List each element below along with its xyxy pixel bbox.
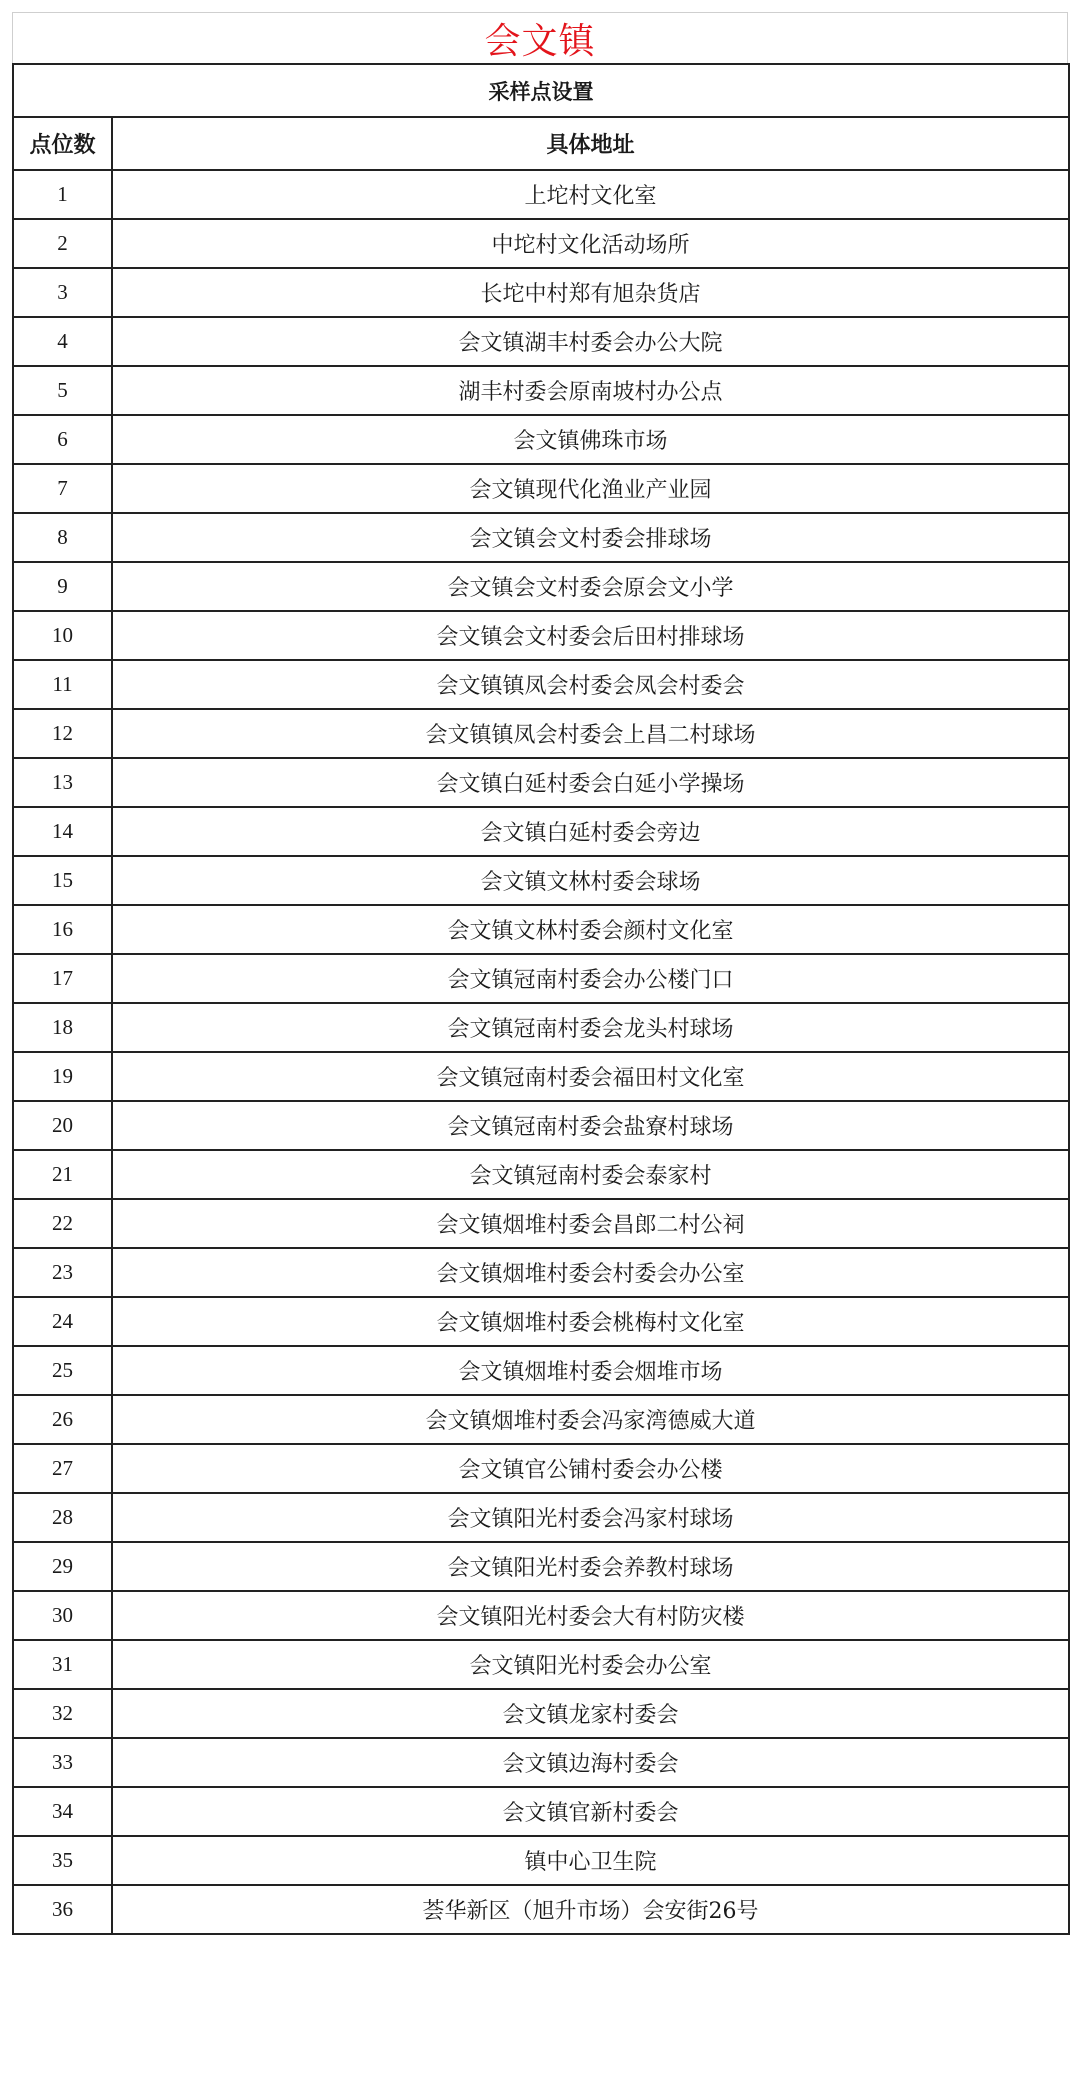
point-number: 9 bbox=[13, 562, 112, 611]
table-row bbox=[13, 170, 1069, 219]
point-address: 会文镇冠南村委会盐寮村球场 bbox=[112, 1101, 1069, 1150]
section-title: 采样点设置 bbox=[13, 64, 1069, 117]
sampling-sheet bbox=[12, 12, 1068, 1935]
point-number: 13 bbox=[13, 758, 112, 807]
point-number: 7 bbox=[13, 464, 112, 513]
table-row bbox=[13, 464, 1069, 513]
point-number: 3 bbox=[13, 268, 112, 317]
point-address: 会文镇烟堆村委会烟堆市场 bbox=[112, 1346, 1069, 1395]
point-number: 2 bbox=[13, 219, 112, 268]
point-number: 18 bbox=[13, 1003, 112, 1052]
sampling-points-table bbox=[12, 63, 1070, 1935]
table-row bbox=[13, 1199, 1069, 1248]
table-row bbox=[13, 1591, 1069, 1640]
point-address: 镇中心卫生院 bbox=[112, 1836, 1069, 1885]
point-number: 16 bbox=[13, 905, 112, 954]
point-address: 会文镇烟堆村委会昌郎二村公祠 bbox=[112, 1199, 1069, 1248]
point-address: 会文镇镇凤会村委会上昌二村球场 bbox=[112, 709, 1069, 758]
point-address: 会文镇冠南村委会泰家村 bbox=[112, 1150, 1069, 1199]
point-address: 会文镇阳光村委会养教村球场 bbox=[112, 1542, 1069, 1591]
table-row bbox=[13, 1346, 1069, 1395]
point-number: 24 bbox=[13, 1297, 112, 1346]
table-row bbox=[13, 1003, 1069, 1052]
point-address: 会文镇阳光村委会冯家村球场 bbox=[112, 1493, 1069, 1542]
point-address: 会文镇会文村委会原会文小学 bbox=[112, 562, 1069, 611]
point-number: 21 bbox=[13, 1150, 112, 1199]
point-address: 会文镇官公铺村委会办公楼 bbox=[112, 1444, 1069, 1493]
point-address: 会文镇会文村委会排球场 bbox=[112, 513, 1069, 562]
table-row bbox=[13, 317, 1069, 366]
point-address: 长坨中村郑有旭杂货店 bbox=[112, 268, 1069, 317]
point-number: 5 bbox=[13, 366, 112, 415]
table-row bbox=[13, 709, 1069, 758]
point-address: 会文镇冠南村委会福田村文化室 bbox=[112, 1052, 1069, 1101]
point-number: 33 bbox=[13, 1738, 112, 1787]
table-row bbox=[13, 1493, 1069, 1542]
point-number: 26 bbox=[13, 1395, 112, 1444]
point-address: 会文镇官新村委会 bbox=[112, 1787, 1069, 1836]
table-row bbox=[13, 1395, 1069, 1444]
point-number: 29 bbox=[13, 1542, 112, 1591]
table-row bbox=[13, 1101, 1069, 1150]
table-row bbox=[13, 1787, 1069, 1836]
point-number: 17 bbox=[13, 954, 112, 1003]
point-address: 会文镇镇凤会村委会凤会村委会 bbox=[112, 660, 1069, 709]
point-address: 会文镇白延村委会旁边 bbox=[112, 807, 1069, 856]
point-address: 会文镇会文村委会后田村排球场 bbox=[112, 611, 1069, 660]
point-address: 会文镇烟堆村委会冯家湾德威大道 bbox=[112, 1395, 1069, 1444]
table-row bbox=[13, 660, 1069, 709]
table-row bbox=[13, 562, 1069, 611]
table-row bbox=[13, 611, 1069, 660]
table-row bbox=[13, 905, 1069, 954]
point-address: 湖丰村委会原南坡村办公点 bbox=[112, 366, 1069, 415]
point-number: 11 bbox=[13, 660, 112, 709]
point-address: 会文镇边海村委会 bbox=[112, 1738, 1069, 1787]
point-address: 会文镇龙家村委会 bbox=[112, 1689, 1069, 1738]
table-row bbox=[13, 758, 1069, 807]
point-number: 1 bbox=[13, 170, 112, 219]
table-row bbox=[13, 1150, 1069, 1199]
column-header-number: 点位数 bbox=[13, 117, 112, 170]
point-number: 31 bbox=[13, 1640, 112, 1689]
point-address: 中坨村文化活动场所 bbox=[112, 219, 1069, 268]
point-number: 14 bbox=[13, 807, 112, 856]
point-number: 4 bbox=[13, 317, 112, 366]
point-number: 23 bbox=[13, 1248, 112, 1297]
table-row bbox=[13, 1836, 1069, 1885]
point-number: 28 bbox=[13, 1493, 112, 1542]
point-address: 荟华新区（旭升市场）会安街26号 bbox=[112, 1885, 1069, 1934]
point-number: 15 bbox=[13, 856, 112, 905]
point-address: 会文镇文林村委会颜村文化室 bbox=[112, 905, 1069, 954]
column-header-address: 具体地址 bbox=[112, 117, 1069, 170]
point-address: 会文镇冠南村委会办公楼门口 bbox=[112, 954, 1069, 1003]
table-row bbox=[13, 1248, 1069, 1297]
point-address: 上坨村文化室 bbox=[112, 170, 1069, 219]
table-row bbox=[13, 1444, 1069, 1493]
table-row bbox=[13, 1689, 1069, 1738]
point-number: 25 bbox=[13, 1346, 112, 1395]
point-address: 会文镇阳光村委会办公室 bbox=[112, 1640, 1069, 1689]
point-number: 6 bbox=[13, 415, 112, 464]
point-address: 会文镇佛珠市场 bbox=[112, 415, 1069, 464]
point-address: 会文镇烟堆村委会村委会办公室 bbox=[112, 1248, 1069, 1297]
point-number: 27 bbox=[13, 1444, 112, 1493]
point-number: 19 bbox=[13, 1052, 112, 1101]
point-number: 32 bbox=[13, 1689, 112, 1738]
point-address: 会文镇白延村委会白延小学操场 bbox=[112, 758, 1069, 807]
point-address: 会文镇阳光村委会大有村防灾楼 bbox=[112, 1591, 1069, 1640]
page-title: 会文镇 bbox=[12, 12, 1068, 63]
table-row bbox=[13, 1542, 1069, 1591]
point-number: 22 bbox=[13, 1199, 112, 1248]
point-address: 会文镇现代化渔业产业园 bbox=[112, 464, 1069, 513]
table-row bbox=[13, 513, 1069, 562]
table-row bbox=[13, 1640, 1069, 1689]
table-row bbox=[13, 268, 1069, 317]
table-row bbox=[13, 1052, 1069, 1101]
table-row bbox=[13, 1885, 1069, 1934]
table-row bbox=[13, 954, 1069, 1003]
section-row bbox=[13, 64, 1069, 117]
table-row bbox=[13, 219, 1069, 268]
point-address: 会文镇烟堆村委会桃梅村文化室 bbox=[112, 1297, 1069, 1346]
point-number: 30 bbox=[13, 1591, 112, 1640]
point-number: 8 bbox=[13, 513, 112, 562]
table-row bbox=[13, 415, 1069, 464]
point-number: 35 bbox=[13, 1836, 112, 1885]
point-address: 会文镇湖丰村委会办公大院 bbox=[112, 317, 1069, 366]
point-address: 会文镇冠南村委会龙头村球场 bbox=[112, 1003, 1069, 1052]
table-row bbox=[13, 807, 1069, 856]
point-address: 会文镇文林村委会球场 bbox=[112, 856, 1069, 905]
point-number: 12 bbox=[13, 709, 112, 758]
table-header-row bbox=[13, 117, 1069, 170]
table-row bbox=[13, 1297, 1069, 1346]
table-row bbox=[13, 366, 1069, 415]
point-number: 10 bbox=[13, 611, 112, 660]
point-number: 34 bbox=[13, 1787, 112, 1836]
point-number: 20 bbox=[13, 1101, 112, 1150]
table-row bbox=[13, 856, 1069, 905]
table-row bbox=[13, 1738, 1069, 1787]
point-number: 36 bbox=[13, 1885, 112, 1934]
